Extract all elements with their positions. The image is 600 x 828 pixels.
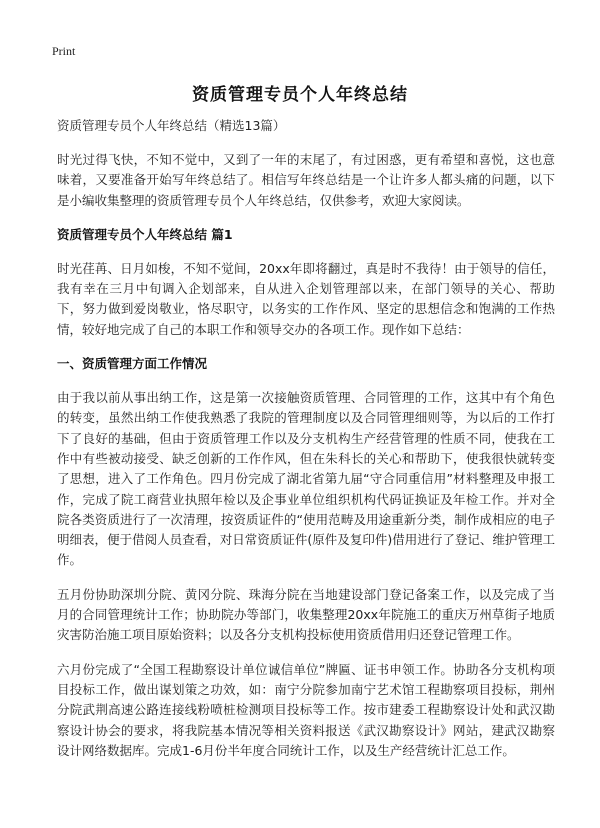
section-paragraph-4: 六月份完成了“全国工程勘察设计单位诚信单位”牌匾、证书申领工作。协助各分支机构项目投标工作，做出谋划策之功效，如：南宁分院参加南宁艺术馆工程勘察项目投标，荆州分院武荆高速公路连接线粉喷桩检测项目投标等工作。按市建委工程勘察设计处和武汉勘察设计协会的要求，将我院基本情况等相关资料报送《武汉勘察设计》网站，建武汉勘察设计网络数据库。完成1-6月份半年度合同统计工作，以及生产经营统计汇总工作。 [57, 661, 555, 758]
section-paragraph-1: 时光荏苒、日月如梭，不知不觉间，20xx年即将翻过，真是时不我待！由于领导的信任，我有幸在三月中旬调入企划部来，自从进入企划管理部以来，在部门领导的关心、帮助下，努力做到爱岗敬业，恪尽职守，以务实的工作作风、坚定的思想信念和饱满的工作热情，较好地完成了自己的本职工作和领导交办的各项工作。现作如下总结： [57, 260, 555, 337]
intro-paragraph: 时光过得飞快，不知不觉中，又到了一年的末尾了，有过困惑，更有希望和喜悦，这也意味着，又要准备开始写年终总结了。相信写年终总结是一个让许多人都头痛的问题，以下是小编收集整理的资质管理专员个人年终总结，仅供参考，欢迎大家阅读。 [57, 152, 555, 208]
section-paragraph-2: 由于我以前从事出纳工作，这是第一次接触资质管理、合同管理的工作，这其中有个角色的转变，虽然出纳工作使我熟悉了我院的管理制度以及合同管理细则等，为以后的工作打下了良好的基础，但由于资质管理工作以及分支机构生产经营管理的性质不同，使我在工作中有些被动接受、缺乏创新的工作作风，但在朱科长的关心和帮助下，使我很快就转变了思想，进入了工作角色。四月份完成了湖北省第九届“守合同重信用”材料整理及申报工作，完成了院工商营业执照年检以及企事业单位组织机构代码证换证及年检工作。并对全院各类资质进行了一次清理，按资质证件的“使用范畴及用途重新分类，制作成相应的电子明细表，便于借阅人员查看，对日常资质证件(原件及复印件)借用进行了登记、维护管理工作。 [57, 390, 555, 568]
document-subtitle: 资质管理专员个人年终总结（精选13篇） [57, 118, 286, 133]
page-title: 资质管理专员个人年终总结 [192, 85, 408, 105]
sub-heading: 一、资质管理方面工作情况 [57, 356, 208, 372]
section-heading: 资质管理专员个人年终总结 篇1 [57, 226, 233, 242]
print-link[interactable]: Print [52, 44, 76, 58]
document-body [57, 116, 555, 775]
section-paragraph-3: 五月份协助深圳分院、黄冈分院、珠海分院在当地建设部门登记备案工作，以及完成了当月的合同管理统计工作；协助院办等部门，收集整理20xx年院施工的重庆万州草街子地质灾害防治施工项目原始资料；以及各分支机构投标使用资质借用归还登记管理工作。 [57, 586, 555, 643]
